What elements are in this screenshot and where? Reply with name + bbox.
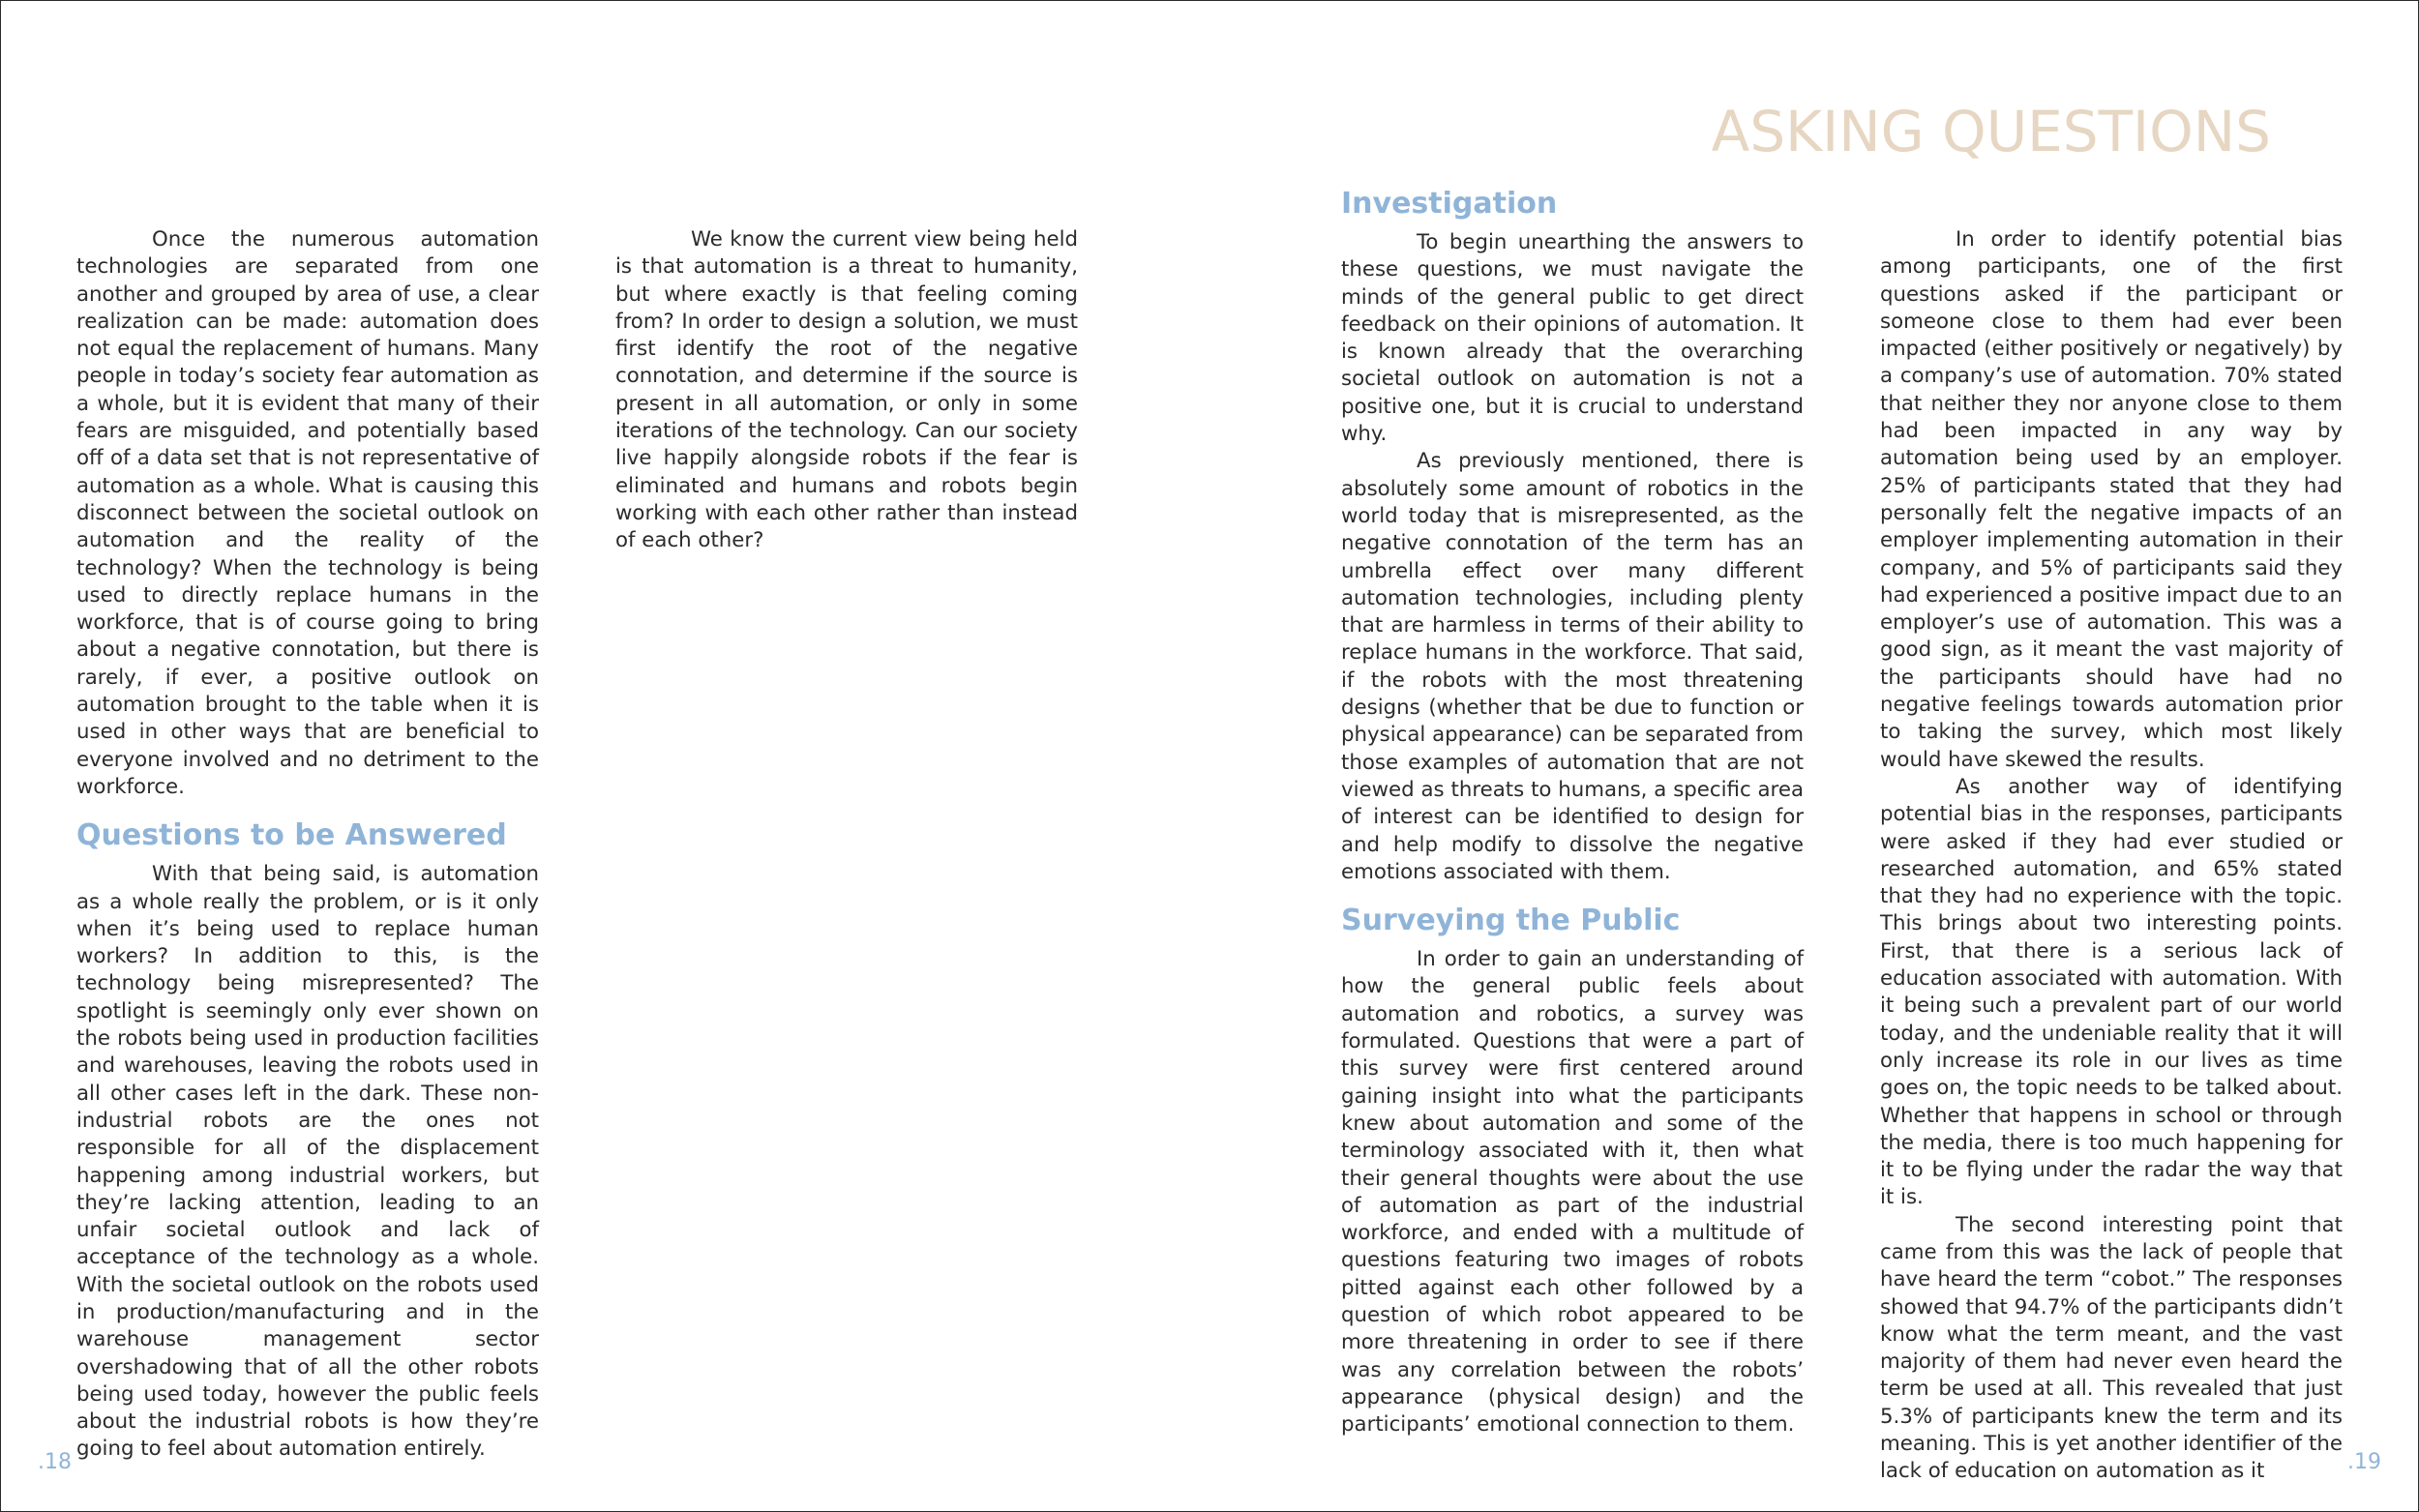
page-number-left: .18 [38,1450,72,1474]
paragraph: In order to identify potential bias among participants, one of the first questions asked if the participant or someone close to them had ever been impacted (either positively or negatively) by a company’s use of automation. 70% stated that neither they nor anyone close to them had been impacted in any way by automation being used by an employer. 25% of participants stated that they had personally felt the negative impacts of an employer implementing automation in their company, and 5% of participants said they had experienced a positive impact due to an employer’s use of automation. This was a good sign, as it meant the vast majority of the participants should have had no negative feelings towards automation prior to taking the survey, which most likely would have skewed the results. [1880,227,2343,772]
column-4 [1880,226,2343,1486]
paragraph: We know the current view being held is that automation is a threat to humanity, but where exactly is that feeling coming from? In order to design a solution, we must first identify the root of the negative connotation, and determine if the source is present in all automation, or only in some iterations of the technology. Can our society live happily alongside robots if the fear is eliminated and humans and robots begin working with each other rather than instead of each other? [615,227,1078,553]
column-1 [76,226,539,1464]
page-number-right: .19 [2347,1450,2381,1474]
paragraph: As previously mentioned, there is absolutely some amount of robotics in the world today that is misrepresented, as the negative connotation of the term has an umbrella effect over many different automation technologies, including plenty that are harmless in terms of their ability to replace humans in the workforce. That said, if the robots with the most threatening designs (whether that be due to function or physical appearance) can be separated from those examples of automation that are not viewed as threats to humans, a specific area of interest can be identified to design for and help modify to dissolve the negative emotions associated with them. [1341,449,1804,884]
paragraph: As another way of identifying potential bias in the responses, participants were asked if they had ever studied or researched automation, and 65% stated that they had no experience with the topic. This brings about two interesting points. First, that there is a serious lack of education associated with automation. With it being such a prevalent part of our world today, and the undeniable reality that it will only increase its role in our lives as time goes on, the topic needs to be talked about. Whether that happens in school or through the media, there is too much happening for it to be flying under the radar the way that it is. [1880,774,2343,1210]
paragraph: In order to gain an understanding of how the general public feels about automation and robotics, a survey was formulated. Questions that were a part of this survey were first centered around gaining insight into what the participants knew about automation and some of the terminology associated with it, then what their general thoughts were about the use of automation as part of the industrial workforce, and ended with a multitude of questions featuring two images of robots pitted against each other followed by a question of which robot appeared to be more threatening in order to see if there was any correlation between the robots’ appearance (physical design) and the participants’ emotional connection to them. [1341,947,1804,1438]
column-2 [615,226,1078,555]
paragraph: With that being said, is automation as a whole really the problem, or is it only when it’s being used to replace human workers? In addition to this, is the technology being misrepresented? The spotlight is seemingly only ever shown on the robots being used in production facilities and warehouses, leaving the robots used in all other cases left in the dark. These non-industrial robots are the ones not responsible for all of the displacement happening among industrial workers, but they’re lacking attention, leading to an unfair societal outlook and lack of acceptance of the technology as a whole. With the societal outlook on the robots used in production/manufacturing and in the warehouse management sector overshadowing that of all the other robots being used today, however the public feels about the industrial robots is how they’re going to feel about automation entirely. [76,862,539,1462]
section-heading: Questions to be Answered [76,818,507,853]
section-heading: Surveying the Public [1341,904,1681,938]
section-heading: Investigation [1341,187,1558,221]
paragraph: To begin unearthing the answers to these questions, we must navigate the minds of the general public to get direct feedback on their opinions of automation. It is known already that the overarching societal outlook on automation is not a positive one, but it is crucial to understand why. [1341,230,1804,447]
paragraph: Once the numerous automation technologies are separated from one another and grouped by area of use, a clear realization can be made: automation does not equal the replacement of humans. Many people in today’s society fear automation as a whole, but it is evident that many of their fears are misguided, and potentially based off of a data set that is not representative of automation as a whole. What is causing this disconnect between the societal outlook on automation and the reality of the technology? When the technology is being used to directly replace humans in the workforce, that is of course going to bring about a negative connotation, but there is rarely, if ever, a positive outlook on automation brought to the table when it is used in other ways that are beneficial to everyone involved and no detriment to the workforce. [76,227,539,799]
paragraph: The second interesting point that came from this was the lack of people that have heard the term “cobot.” The responses showed that 94.7% of the participants didn’t know what the term meant, and the vast majority of them had never even heard the term be used at all. This revealed that just 5.3% of participants knew the term and its meaning. This is yet another identifier of the lack of education on automation as it [1880,1212,2343,1484]
chapter-title: ASKING QUESTIONS [1711,99,2271,164]
column-3 [1341,187,1804,1438]
